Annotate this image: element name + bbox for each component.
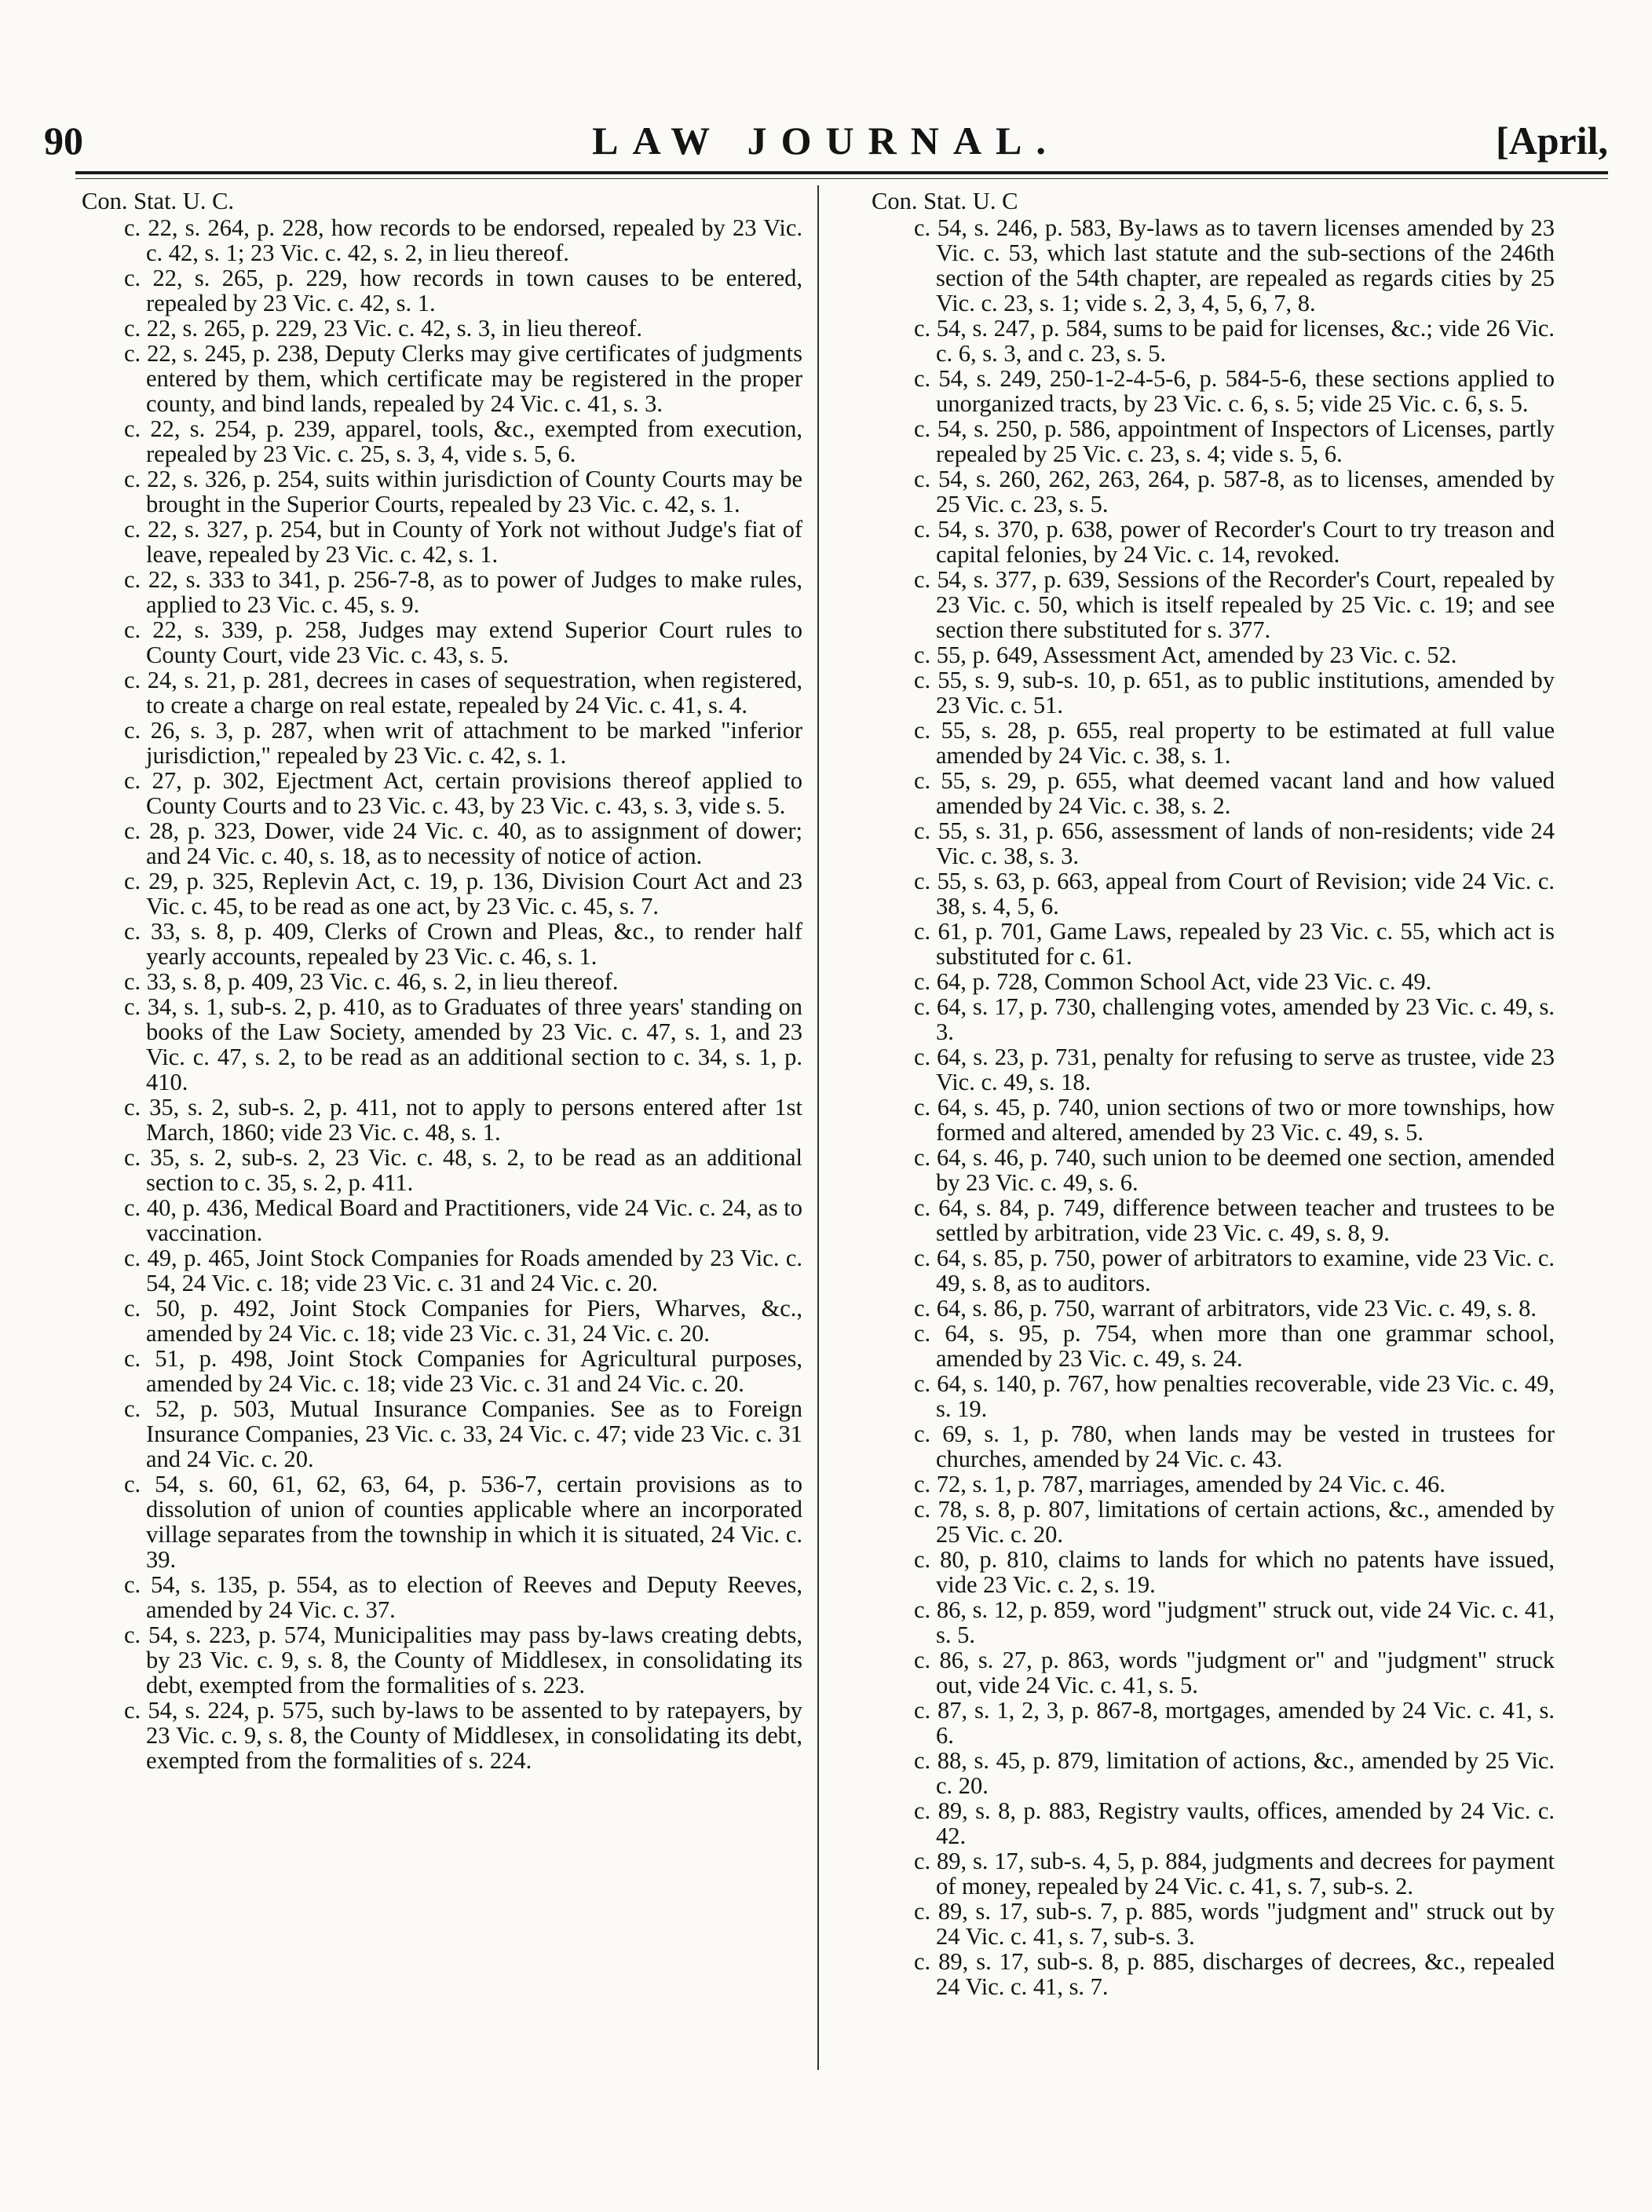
statute-entry: c. 33, s. 8, p. 409, Clerks of Crown and Pleas, &c., to render half yearly accounts, repealed by 23 Vic. c. 46, s. 1. xyxy=(124,918,802,970)
statute-entry: c. 22, s. 265, p. 229, 23 Vic. c. 42, s. 3, in lieu thereof. xyxy=(124,315,643,342)
statute-entry: c. 54, s. 223, p. 574, Municipalities may pass by-laws creating debts, by 23 Vic. c. 9, s. 8, the County of Middlesex, in consolidating its debt, exempted from the formalities of s. 223. xyxy=(124,1622,802,1698)
statute-entry: c. 50, p. 492, Joint Stock Companies for Piers, Wharves, &c., amended by 24 Vic. c. 18; vide 23 Vic. c. 31, 24 Vic. c. 20. xyxy=(124,1295,802,1347)
statute-entry: c. 55, s. 31, p. 656, assessment of lands of non-residents; vide 24 Vic. c. 38, s. 3. xyxy=(914,817,1555,869)
statute-entry: c. 54, s. 250, p. 586, appointment of Inspectors of Licenses, partly repealed by 25 Vic. c. 23, s. 4; vide s. 5, 6. xyxy=(914,415,1555,467)
statute-entry: c. 64, s. 17, p. 730, challenging votes, amended by 23 Vic. c. 49, s. 3. xyxy=(914,993,1555,1045)
statute-entry: c. 22, s. 327, p. 254, but in County of York not without Judge's fiat of leave, repealed by 23 Vic. c. 42, s. 1. xyxy=(124,516,802,568)
statute-entry: c. 22, s. 326, p. 254, suits within jurisdiction of County Courts may be brought in the Superior Courts, repealed by 23 Vic. c. 42, s. 1. xyxy=(124,466,802,517)
right-column xyxy=(872,188,1555,1999)
issue-month: [April, xyxy=(1495,119,1608,163)
left-column xyxy=(82,188,802,1773)
statute-entry: c. 89, s. 17, sub-s. 8, p. 885, discharges of decrees, &c., repealed 24 Vic. c. 41, s. 7. xyxy=(914,1948,1555,2000)
statute-entry: c. 35, s. 2, sub-s. 2, 23 Vic. c. 48, s. 2, to be read as an additional section to c. 35, s. 2, p. 411. xyxy=(124,1144,802,1196)
statute-entry: c. 61, p. 701, Game Laws, repealed by 23 Vic. c. 55, which act is substituted for c. 61. xyxy=(914,918,1555,970)
statute-entry: c. 80, p. 810, claims to lands for which no patents have issued, vide 23 Vic. c. 2, s. 19. xyxy=(914,1546,1555,1598)
page-number: 90 xyxy=(44,119,83,163)
statute-entry: c. 22, s. 333 to 341, p. 256-7-8, as to power of Judges to make rules, applied to 23 Vic. c. 45, s. 9. xyxy=(124,566,802,618)
statute-entry: c. 54, s. 377, p. 639, Sessions of the Recorder's Court, repealed by 23 Vic. c. 50, which is itself repealed by 25 Vic. c. 19; and see section there substituted for s. 377. xyxy=(914,566,1555,643)
statute-entry: c. 55, s. 28, p. 655, real property to be estimated at full value amended by 24 Vic. c. 38, s. 1. xyxy=(914,717,1555,769)
statute-entry: c. 89, s. 17, sub-s. 7, p. 885, words "judgment and" struck out by 24 Vic. c. 41, s. 7, sub-s. 3. xyxy=(914,1898,1555,1950)
statute-entry: c. 64, s. 95, p. 754, when more than one grammar school, amended by 23 Vic. c. 49, s. 24. xyxy=(914,1320,1555,1372)
statute-entry: c. 28, p. 323, Dower, vide 24 Vic. c. 40, as to assignment of dower; and 24 Vic. c. 40, s. 18, as to necessity of notice of action. xyxy=(124,817,802,869)
statute-entry: c. 87, s. 1, 2, 3, p. 867-8, mortgages, amended by 24 Vic. c. 41, s. 6. xyxy=(914,1697,1555,1749)
statute-entry: c. 64, s. 46, p. 740, such union to be deemed one section, amended by 23 Vic. c. 49, s. 6. xyxy=(914,1144,1555,1196)
statute-entry: c. 49, p. 465, Joint Stock Companies for Roads amended by 23 Vic. c. 54, 24 Vic. c. 18; vide 23 Vic. c. 31 and 24 Vic. c. 20. xyxy=(124,1245,802,1296)
statute-entry: c. 22, s. 245, p. 238, Deputy Clerks may give certificates of judgments entered by them, which certificate may be registered in the proper county, and bind lands, repealed by 24 Vic. c. 41, s. 3. xyxy=(124,340,802,417)
statute-entry: c. 40, p. 436, Medical Board and Practitioners, vide 24 Vic. c. 24, as to vaccination. xyxy=(124,1194,802,1246)
header-rule-thin xyxy=(75,178,1608,179)
statute-entry: c. 54, s. 60, 61, 62, 63, 64, p. 536-7, certain provisions as to dissolution of union of counties applicable where an incorporated village separates from the township in which it is situated, 24 Vic. c. 39. xyxy=(124,1471,802,1573)
statute-entry: c. 64, s. 86, p. 750, warrant of arbitrators, vide 23 Vic. c. 49, s. 8. xyxy=(914,1295,1537,1322)
statute-entry: c. 55, s. 63, p. 663, appeal from Court of Revision; vide 24 Vic. c. 38, s. 4, 5, 6. xyxy=(914,868,1555,920)
statute-entry: c. 33, s. 8, p. 409, 23 Vic. c. 46, s. 2, in lieu thereof. xyxy=(124,968,619,995)
statute-entry: c. 27, p. 302, Ejectment Act, certain provisions thereof applied to County Courts and to 23 Vic. c. 43, by 23 Vic. c. 43, s. 3, vide s. 5. xyxy=(124,767,802,819)
statute-entry: c. 88, s. 45, p. 879, limitation of actions, &c., amended by 25 Vic. c. 20. xyxy=(914,1747,1555,1799)
journal-title: LAW JOURNAL. xyxy=(592,119,1060,163)
statute-entry: c. 72, s. 1, p. 787, marriages, amended by 24 Vic. c. 46. xyxy=(914,1471,1446,1497)
statute-entry: c. 54, s. 247, p. 584, sums to be paid for licenses, &c.; vide 26 Vic. c. 6, s. 3, and c. 23, s. 5. xyxy=(914,315,1555,367)
statute-entry: c. 54, s. 260, 262, 263, 264, p. 587-8, as to licenses, amended by 25 Vic. c. 23, s. 5. xyxy=(914,466,1555,517)
statute-entry: c. 34, s. 1, sub-s. 2, p. 410, as to Graduates of three years' standing on books of the Law Society, amended by 23 Vic. c. 47, s. 1, and 23 Vic. c. 47, s. 2, to be read as an additional section to c. 34, s. 1, p. 410. xyxy=(124,993,802,1095)
header-rule xyxy=(75,171,1608,174)
statute-entry: c. 55, s. 29, p. 655, what deemed vacant land and how valued amended by 24 Vic. c. 38, s. 2. xyxy=(914,767,1555,819)
right-column-heading: Con. Stat. U. C xyxy=(872,188,1018,214)
statute-entry: c. 22, s. 254, p. 239, apparel, tools, &c., exempted from execution, repealed by 23 Vic. c. 25, s. 3, 4, vide s. 5, 6. xyxy=(124,415,802,467)
statute-entry: c. 54, s. 370, p. 638, power of Recorder's Court to try treason and capital felonies, by 24 Vic. c. 14, revoked. xyxy=(914,516,1555,568)
statute-entry: c. 55, p. 649, Assessment Act, amended by 23 Vic. c. 52. xyxy=(914,642,1457,668)
statute-entry: c. 22, s. 339, p. 258, Judges may extend Superior Court rules to County Court, vide 23 Vic. c. 43, s. 5. xyxy=(124,616,802,668)
statute-entry: c. 22, s. 265, p. 229, how records in town causes to be entered, repealed by 23 Vic. c. 42, s. 1. xyxy=(124,265,802,316)
statute-entry: c. 54, s. 135, p. 554, as to election of Reeves and Deputy Reeves, amended by 24 Vic. c. 37. xyxy=(124,1571,802,1623)
statute-entry: c. 52, p. 503, Mutual Insurance Companies. See as to Foreign Insurance Companies, 23 Vic. c. 33, 24 Vic. c. 47; vide 23 Vic. c. 31 and 24 Vic. c. 20. xyxy=(124,1395,802,1472)
statute-entry: c. 89, s. 8, p. 883, Registry vaults, offices, amended by 24 Vic. c. 42. xyxy=(914,1797,1555,1849)
statute-entry: c. 29, p. 325, Replevin Act, c. 19, p. 136, Division Court Act and 23 Vic. c. 45, to be read as one act, by 23 Vic. c. 45, s. 7. xyxy=(124,868,802,920)
column-divider xyxy=(817,185,819,2070)
statute-entry: c. 64, s. 84, p. 749, difference between teacher and trustees to be settled by arbitration, vide 23 Vic. c. 49, s. 8, 9. xyxy=(914,1194,1555,1246)
statute-entry: c. 54, s. 249, 250-1-2-4-5-6, p. 584-5-6, these sections applied to unorganized tracts, by 23 Vic. c. 6, s. 5; vide 25 Vic. c. 6, s. 5. xyxy=(914,365,1555,417)
statute-entry: c. 24, s. 21, p. 281, decrees in cases of sequestration, when registered, to create a charge on real estate, repealed by 24 Vic. c. 41, s. 4. xyxy=(124,667,802,718)
statute-entry: c. 64, s. 140, p. 767, how penalties recoverable, vide 23 Vic. c. 49, s. 19. xyxy=(914,1370,1555,1422)
statute-entry: c. 78, s. 8, p. 807, limitations of certain actions, &c., amended by 25 Vic. c. 20. xyxy=(914,1496,1555,1548)
statute-entry: c. 54, s. 246, p. 583, By-laws as to tavern licenses amended by 23 Vic. c. 53, which last statute and the sub-sections of the 246th section of the 54th chapter, are repealed as regards cities by 25 Vic. c. 23, s. 1; vide s. 2, 3, 4, 5, 6, 7, 8. xyxy=(914,214,1555,316)
statute-entry: c. 86, s. 27, p. 863, words "judgment or" and "judgment" struck out, vide 24 Vic. c. 41, s. 5. xyxy=(914,1647,1555,1698)
statute-entry: c. 35, s. 2, sub-s. 2, p. 411, not to apply to persons entered after 1st March, 1860; vide 23 Vic. c. 48, s. 1. xyxy=(124,1094,802,1146)
statute-entry: c. 26, s. 3, p. 287, when writ of attachment to be marked "inferior jurisdiction," repealed by 23 Vic. c. 42, s. 1. xyxy=(124,717,802,769)
left-column-heading: Con. Stat. U. C. xyxy=(82,188,235,214)
statute-entry: c. 64, p. 728, Common School Act, vide 23 Vic. c. 49. xyxy=(914,968,1432,995)
statute-entry: c. 69, s. 1, p. 780, when lands may be vested in trustees for churches, amended by 24 Vic. c. 43. xyxy=(914,1420,1555,1472)
statute-entry: c. 64, s. 45, p. 740, union sections of two or more townships, how formed and altered, amended by 23 Vic. c. 49, s. 5. xyxy=(914,1094,1555,1146)
statute-entry: c. 64, s. 23, p. 731, penalty for refusing to serve as trustee, vide 23 Vic. c. 49, s. 18. xyxy=(914,1044,1555,1095)
statute-entry: c. 54, s. 224, p. 575, such by-laws to be assented to by ratepayers, by 23 Vic. c. 9, s. 8, the County of Middlesex, in consolidating its debt, exempted from the formalities of s. 224. xyxy=(124,1697,802,1774)
statute-entry: c. 86, s. 12, p. 859, word "judgment" struck out, vide 24 Vic. c. 41, s. 5. xyxy=(914,1596,1555,1648)
statute-entry: c. 55, s. 9, sub-s. 10, p. 651, as to public institutions, amended by 23 Vic. c. 51. xyxy=(914,667,1555,718)
statute-entry: c. 89, s. 17, sub-s. 4, 5, p. 884, judgments and decrees for payment of money, repealed by 24 Vic. c. 41, s. 7, sub-s. 2. xyxy=(914,1848,1555,1899)
statute-entry: c. 22, s. 264, p. 228, how records to be endorsed, repealed by 23 Vic. c. 42, s. 1; 23 Vic. c. 42, s. 2, in lieu thereof. xyxy=(124,214,802,266)
statute-entry: c. 51, p. 498, Joint Stock Companies for Agricultural purposes, amended by 24 Vic. c. 18; vide 23 Vic. c. 31 and 24 Vic. c. 20. xyxy=(124,1345,802,1397)
statute-entry: c. 64, s. 85, p. 750, power of arbitrators to examine, vide 23 Vic. c. 49, s. 8, as to auditors. xyxy=(914,1245,1555,1296)
